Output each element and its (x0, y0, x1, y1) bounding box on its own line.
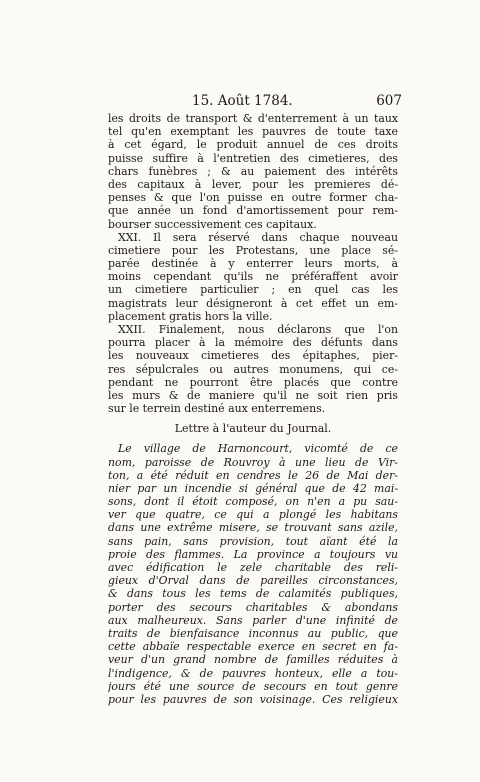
text-line: sur le terrein destiné aux enterremens. (108, 402, 326, 416)
section-closing-paragraph (108, 112, 398, 231)
text-line: porter des secours charitables & abondans (108, 600, 398, 614)
text-line: les murs & de maniere qu'il ne soit rien pris (108, 388, 398, 402)
letter-heading: Lettre à l'auteur du Journal. (174, 422, 332, 436)
text-line: nier par un incendie si général que de 42 mai- (108, 481, 398, 495)
text-line: tel qu'en exemptant les pauvres de toute taxe (108, 125, 398, 139)
text-line: un cimetiere particulier ; en quel cas les (108, 283, 398, 297)
text-line: l'indigence, & de pauvres honteux, elle a tou- (108, 666, 398, 680)
text-line: Le village de Harnoncourt, vicomté de ce (118, 442, 398, 456)
text-line: penses & que l'on puisse en outre former cha- (108, 191, 398, 205)
text-line: gieux d'Orval dans de pareilles circonstances, (108, 574, 398, 588)
text-line: parée destinée à y enterrer leurs morts, à (108, 257, 398, 271)
text-line: placement gratis hors la ville. (108, 309, 273, 323)
text-line: jours été une source de secours en tout genre (108, 679, 398, 693)
text-line: aux malheureux. Sans parler d'une infinité de (108, 613, 398, 627)
text-line: des capitaux à lever, pour les premieres dé- (108, 177, 398, 191)
text-line: puisse suffire à l'entretien des cimetieres, des (108, 151, 398, 165)
text-line: bourser successivement ces capitaux. (108, 217, 317, 231)
text-line: ver que quatre, ce qui a plongé les habitans (108, 508, 398, 522)
text-line: traits de bienfaisance inconnus au public, que (108, 626, 398, 640)
text-line: dans une extrême misere, se trouvant sans azile, (108, 521, 398, 535)
text-line: pour les pauvres de son voisinage. Ces religieux (108, 692, 398, 706)
running-header (118, 93, 402, 111)
text-line: nom, paroisse de Rouvroy à une lieu de Vir- (108, 455, 398, 469)
page-body (108, 112, 398, 706)
text-line: veur d'un grand nombre de familles réduites à (108, 653, 398, 667)
text-line: res sépulcrales ou autres monumens, qui ce- (108, 362, 398, 376)
header-date: 15. Août 1784. (192, 93, 293, 109)
text-line: chars funèbres ; & au paiement des intérêts (108, 164, 398, 178)
text-line: à cet égard, le produit annuel de ces droits (108, 138, 398, 152)
text-line: ton, a été réduit en cendres le 26 de Mai der- (108, 468, 398, 482)
text-line: que année un fond d'amortissement pour rem- (108, 204, 398, 218)
text-line: cette abbaïe respectable exerce en secret en fa- (108, 640, 398, 654)
page-number: 607 (376, 93, 402, 109)
text-line: les nouveaux cimetieres des épitaphes, pier- (108, 349, 398, 363)
text-line: XXII. Finalement, nous déclarons que l'on (118, 323, 398, 336)
text-line: pendant ne pourront être placés que contre (108, 375, 398, 389)
article-xxii (108, 323, 398, 415)
text-line: sons, dont il étoit composé, on n'en a pu sau- (108, 495, 398, 509)
text-line: les droits de transport & d'enterrement à un taux (108, 112, 398, 125)
text-line: avec édification le zele charitable des reli- (108, 561, 398, 574)
text-line: proie des flammes. La province a toujours vu (108, 547, 398, 561)
text-line: cimetiere pour les Protestans, une place sé- (108, 243, 398, 257)
article-xxi (108, 231, 398, 323)
text-line: XXI. Il sera réservé dans chaque nouveau (118, 230, 398, 244)
letter-text (108, 442, 398, 706)
text-line: moins cependant qu'ils ne préféraffent avoir (108, 270, 398, 284)
text-line: magistrats leur désigneront à cet effet un em- (108, 296, 398, 310)
text-line: pourra placer à la mémoire des défunts dans (108, 336, 398, 350)
text-line: sans pain, sans provision, tout aïant été la (108, 534, 398, 548)
text-line: & dans tous les tems de calamités publiques, (108, 587, 398, 601)
